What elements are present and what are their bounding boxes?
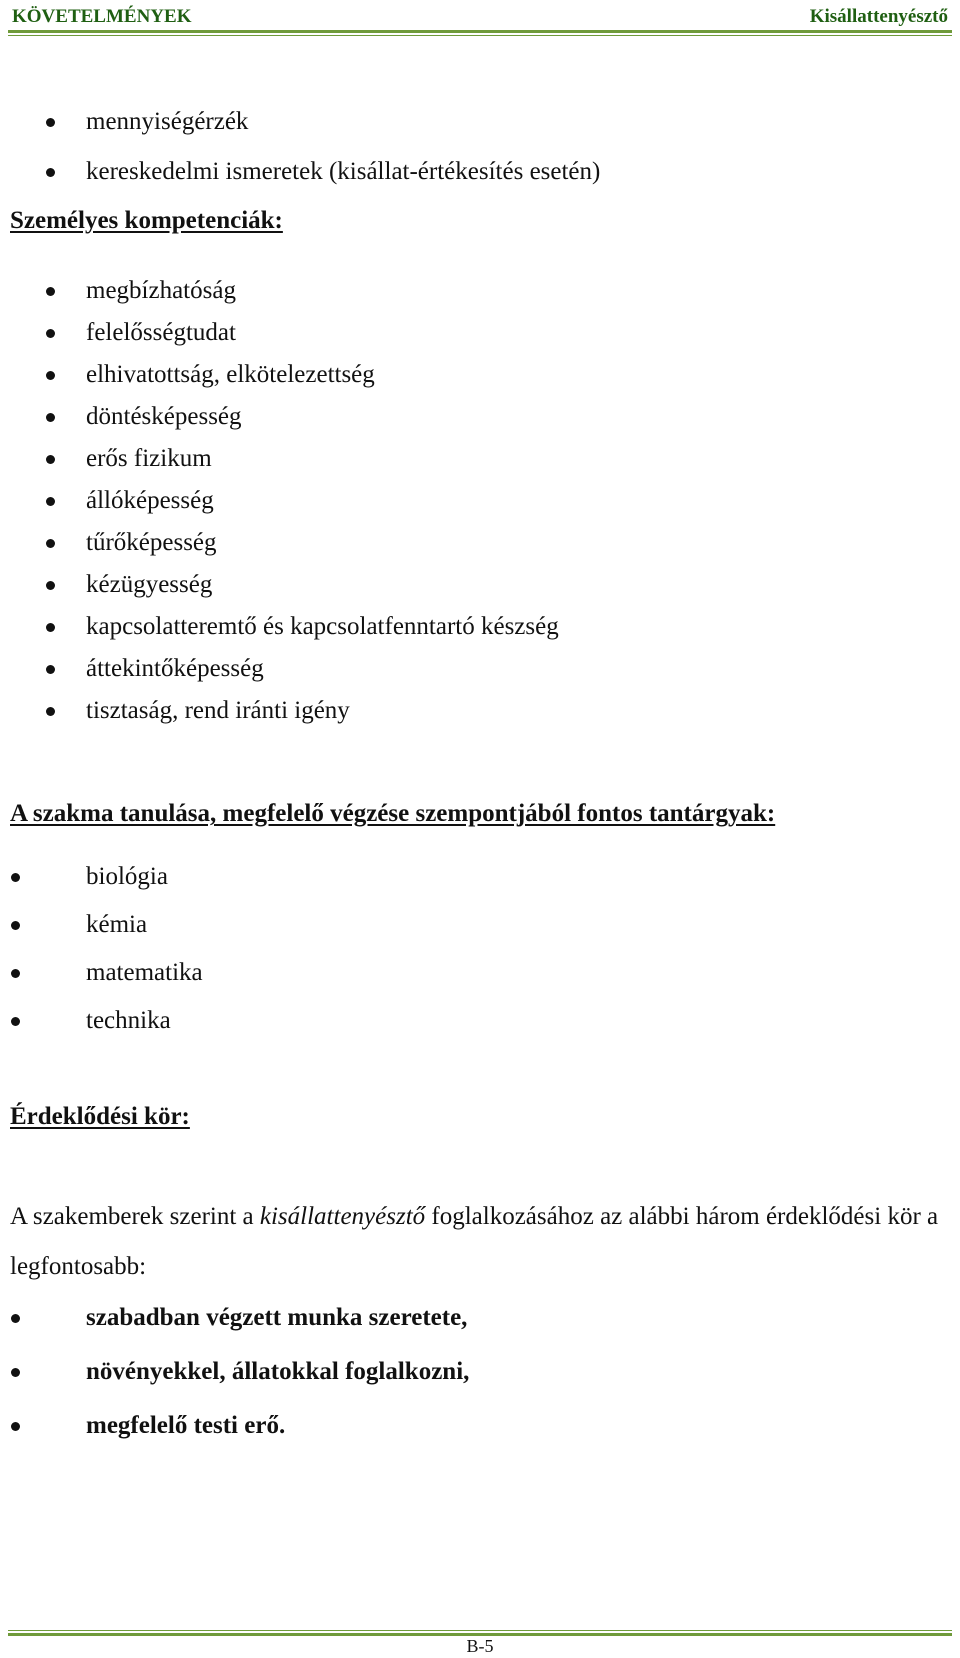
list-item: megfelelő testi erő. — [0, 1405, 960, 1459]
bullet-icon — [46, 371, 55, 380]
list-item: elhivatottság, elkötelezettség — [0, 354, 960, 396]
header-section-title: KÖVETELMÉNYEK — [12, 6, 192, 27]
list-item: állóképesség — [0, 480, 960, 522]
bullet-icon — [11, 1314, 20, 1323]
bullet-icon — [46, 329, 55, 338]
bullet-icon — [46, 623, 55, 632]
footer-rule-thin — [8, 1630, 952, 1631]
list-item: kereskedelmi ismeretek (kisállat-értékesítés esetén) — [0, 151, 960, 193]
bullet-icon — [11, 921, 20, 930]
personal-competencies-list — [0, 270, 960, 732]
list-item: növényekkel, állatokkal foglalkozni, — [0, 1351, 960, 1405]
list-item: mennyiségérzék — [0, 101, 960, 143]
bullet-icon — [46, 539, 55, 548]
list-item: kémia — [0, 904, 960, 952]
interest-heading: Érdeklődési kör: — [10, 1103, 190, 1130]
interest-paragraph: A szakemberek szerint a kisállattenyésztő foglalkozásához az alábbi három érdeklődési kör a legfontosabb: — [10, 1203, 939, 1280]
bullet-icon — [46, 413, 55, 422]
list-item: szabadban végzett munka szeretete, — [0, 1297, 960, 1351]
header-rule — [8, 30, 952, 33]
list-item: kézügyesség — [0, 564, 960, 606]
list-item: tűrőképesség — [0, 522, 960, 564]
page-number: B-5 — [466, 1636, 494, 1656]
list-item: tisztaság, rend iránti igény — [0, 690, 960, 732]
bullet-icon — [46, 455, 55, 464]
header-occupation-title: Kisállattenyésztő — [809, 6, 948, 27]
bullet-icon — [46, 581, 55, 590]
bullet-icon — [46, 497, 55, 506]
list-item: kapcsolatteremtő és kapcsolatfenntartó készség — [0, 606, 960, 648]
list-item: biológia — [0, 856, 960, 904]
bullet-icon — [11, 873, 20, 882]
bullet-icon — [11, 1017, 20, 1026]
bullet-icon — [11, 1422, 20, 1431]
skills-list — [0, 101, 960, 193]
list-item: felelősségtudat — [0, 312, 960, 354]
bullet-icon — [11, 1368, 20, 1377]
list-item: erős fizikum — [0, 438, 960, 480]
list-item: technika — [0, 1000, 960, 1048]
interest-list — [0, 1297, 960, 1459]
page-header — [8, 2, 952, 30]
list-item: áttekintőképesség — [0, 648, 960, 690]
list-item: döntésképesség — [0, 396, 960, 438]
bullet-icon — [46, 118, 55, 127]
bullet-icon — [11, 969, 20, 978]
subjects-heading: A szakma tanulása, megfelelő végzése szempontjából fontos tantárgyak: — [10, 800, 776, 827]
bullet-icon — [46, 707, 55, 716]
subjects-list — [0, 856, 960, 1048]
header-rule-thin — [8, 35, 952, 36]
personal-competencies-heading: Személyes kompetenciák: — [10, 207, 283, 234]
occupation-name: kisállattenyésztő — [259, 1203, 426, 1230]
bullet-icon — [46, 665, 55, 674]
bullet-icon — [46, 287, 55, 296]
bullet-icon — [46, 168, 55, 177]
list-item: matematika — [0, 952, 960, 1000]
list-item: megbízhatóság — [0, 270, 960, 312]
